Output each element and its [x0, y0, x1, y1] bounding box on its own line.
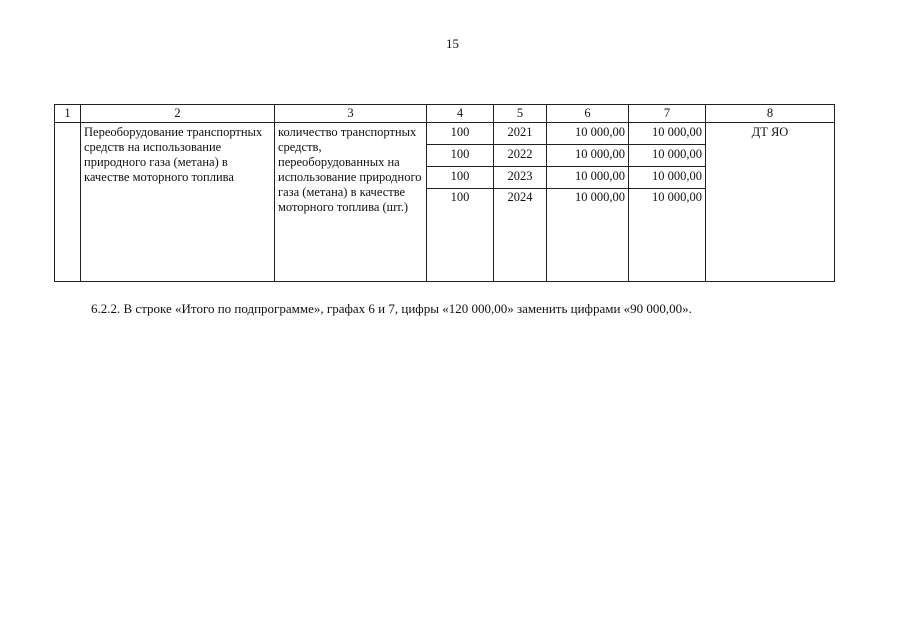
- header-cell: 1: [55, 105, 81, 123]
- header-cell: 4: [427, 105, 494, 123]
- value-cell: 100: [427, 167, 494, 189]
- budget-cell: 10 000,00: [629, 123, 706, 145]
- year-cell: 2021: [494, 123, 547, 145]
- header-cell: 3: [275, 105, 427, 123]
- header-cell: 7: [629, 105, 706, 123]
- table-header-row: [55, 105, 835, 123]
- header-cell: 5: [494, 105, 547, 123]
- total-cell: 10 000,00: [547, 167, 629, 189]
- header-cell: 2: [81, 105, 275, 123]
- value-cell: 100: [427, 189, 494, 208]
- header-cell: 6: [547, 105, 629, 123]
- budget-cell: 10 000,00: [629, 167, 706, 189]
- amendment-paragraph: 6.2.2. В строке «Итого по подпрограмме», графах 6 и 7, цифры «120 000,00» заменить цифрами «90 000,00».: [91, 301, 692, 316]
- empty-cell: [547, 207, 629, 282]
- empty-cell: [427, 207, 494, 282]
- value-cell: 100: [427, 123, 494, 145]
- measure-cell: Переоборудование транспортных средств на использование природного газа (метана) в качестве моторного топлива: [81, 123, 275, 282]
- budget-cell: 10 000,00: [629, 189, 706, 208]
- program-table-wrap: [54, 104, 834, 282]
- empty-cell: [629, 207, 706, 282]
- year-cell: 2022: [494, 145, 547, 167]
- empty-cell: [494, 207, 547, 282]
- executor-cell: ДТ ЯО: [706, 123, 835, 282]
- table-row: [55, 123, 835, 145]
- total-cell: 10 000,00: [547, 123, 629, 145]
- indicator-cell: количество транспортных средств, переоборудованных на использование природного газа (метана) в качестве моторного топлива (шт.): [275, 123, 427, 282]
- row-number-cell: [55, 123, 81, 282]
- year-cell: 2024: [494, 189, 547, 208]
- program-table: [54, 104, 835, 282]
- year-cell: 2023: [494, 167, 547, 189]
- value-cell: 100: [427, 145, 494, 167]
- header-cell: 8: [706, 105, 835, 123]
- total-cell: 10 000,00: [547, 145, 629, 167]
- total-cell: 10 000,00: [547, 189, 629, 208]
- budget-cell: 10 000,00: [629, 145, 706, 167]
- page-number: 15: [446, 36, 459, 51]
